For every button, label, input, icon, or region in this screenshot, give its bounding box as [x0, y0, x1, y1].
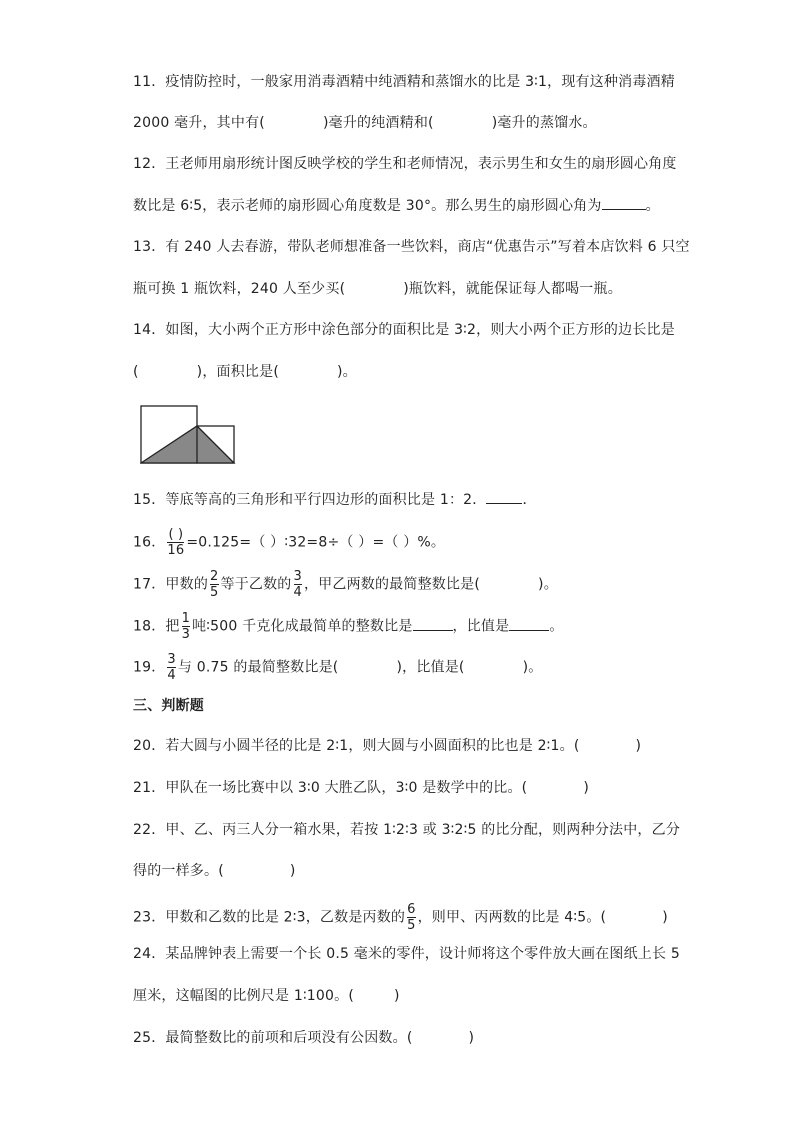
q15-text-b: ．: [522, 492, 537, 508]
q24-line1: 24．某品牌钟表上需要一个长 0.5 毫米的零件，设计师将这个零件放大画在图纸上长 5: [133, 946, 680, 962]
q18-fraction: [182, 612, 190, 641]
q13-text-b: )瓶饮料，就能保证每人都喝一瓶。: [403, 281, 622, 297]
q12-line2: [133, 196, 660, 216]
q13-text-a: 瓶可换 1 瓶饮料，240 人至少买(: [133, 281, 346, 297]
q17-f2-den: 4: [293, 585, 302, 600]
q19-fraction: [167, 653, 175, 682]
q25-text-a: 25．最简整数比的前项和后项没有公因数。(: [133, 1030, 413, 1046]
q16: [133, 528, 445, 557]
q17-fraction-1: [210, 570, 218, 599]
q19-text-d: )。: [522, 659, 543, 676]
q22-line2: [133, 861, 296, 881]
q13-line1: 13．有 240 人去春游，带队老师想准备一些饮料，商店“优惠告示”写着本店饮料 6 只空: [133, 239, 690, 255]
q21-text-b: ): [583, 780, 590, 796]
q15-answer-blank[interactable]: [486, 491, 522, 504]
q19: [133, 653, 542, 682]
q19-text-c: )，比值是(: [396, 659, 465, 676]
q11-text-b: )毫升的纯酒精和(: [322, 115, 434, 131]
q25-text-b: ): [468, 1030, 475, 1046]
q25: [133, 1028, 474, 1048]
q21-text-a: 21．甲队在一场比赛中以 3∶0 大胜乙队，3∶0 是数学中的比。(: [133, 780, 528, 796]
q20: [133, 736, 641, 756]
q17-text-a: 17．甲数的: [133, 576, 209, 593]
q19-f-den: 4: [167, 668, 176, 683]
q20-text-a: 20．若大圆与小圆半径的比是 2∶1，则大圆与小圆面积的比也是 2∶1。(: [133, 738, 580, 754]
q17-text-d: )。: [538, 576, 558, 593]
q23-f-den: 5: [407, 918, 416, 933]
q17-text-c: ，甲乙两数的最简整数比是(: [303, 576, 481, 593]
q18-text-b: 吨∶500 千克化成最简单的整数比是: [192, 618, 413, 635]
q20-text-b: ): [635, 738, 642, 754]
q18-answer-blank-2[interactable]: [509, 618, 549, 631]
q15-text-a: 15．等底等高的三角形和平行四边形的面积比是 1：2．: [133, 492, 487, 508]
q23-text-b: ，则甲、丙两数的比是 4∶5。(: [417, 909, 607, 926]
q21: [133, 778, 589, 798]
q17-f1-den: 5: [210, 585, 219, 600]
q17: [133, 570, 558, 599]
q23-fraction: [407, 903, 415, 932]
q15: [133, 490, 537, 510]
q19-text-a: 19．: [133, 659, 166, 676]
q16-fraction[interactable]: [167, 528, 184, 557]
q17-f1-num: 2: [210, 569, 219, 584]
q19-text-b: 与 0.75 的最简整数比是(: [177, 659, 339, 676]
q12-answer-blank[interactable]: [602, 197, 646, 210]
q18: [133, 612, 564, 641]
q14-line2: [133, 362, 357, 382]
q16-prefix: 16．: [133, 534, 166, 551]
q17-f2-num: 3: [293, 569, 302, 584]
q18-f-num: 1: [181, 611, 191, 626]
q14-line1: 14．如图，大小两个正方形中涂色部分的面积比是 3∶2，则大小两个正方形的边长比是: [133, 322, 675, 338]
q23: [133, 903, 668, 932]
q18-text-d: 。: [549, 618, 564, 635]
q22-line1: 22．甲、乙、丙三人分一箱水果，若按 1∶2∶3 或 3∶2∶5 的比分配，则两种分法中，乙分: [133, 822, 681, 838]
q11-text-c: )毫升的蒸馏水。: [491, 115, 597, 131]
q11-line2: [133, 113, 597, 133]
q23-text-c: ): [662, 909, 668, 926]
q14-text-c: )。: [337, 364, 357, 380]
q12-line1: 12．王老师用扇形统计图反映学校的学生和老师情况，表示男生和女生的扇形圆心角度: [133, 156, 677, 172]
q16-frac-den: 16: [167, 543, 185, 558]
q16-frac-num: ( ): [168, 527, 184, 542]
q24-line2: [133, 986, 400, 1006]
q17-fraction-2: [294, 570, 302, 599]
q24-text-b: ): [393, 988, 400, 1004]
q18-answer-blank-1[interactable]: [413, 618, 453, 631]
q18-text-a: 18．把: [133, 618, 180, 635]
q18-text-c: ，比值是: [452, 618, 510, 635]
two-squares-figure: [140, 405, 236, 467]
q24-text-a: 厘米，这幅图的比例尺是 1∶100。(: [133, 988, 354, 1004]
q18-f-den: 3: [181, 627, 191, 642]
q11-line1: 11．疫情防控时，一般家用消毒酒精中纯酒精和蒸馏水的比是 3∶1，现有这种消毒酒精: [133, 74, 675, 90]
q22-text-a: 得的一样多。(: [133, 863, 224, 879]
q14-text-b: )，面积比是(: [196, 364, 279, 380]
q22-text-b: ): [289, 863, 296, 879]
q19-f-num: 3: [167, 652, 176, 667]
q12-text-b: 。: [645, 198, 660, 214]
q17-text-b: 等于乙数的: [220, 576, 292, 593]
q12-text-a: 数比是 6∶5，表示老师的扇形圆心角度数是 30°。那么男生的扇形圆心角为: [133, 198, 602, 214]
q23-f-num: 6: [407, 902, 416, 917]
q16-rest: =0.125=（ ）∶32=8÷（ ）=（ ）%。: [186, 534, 446, 551]
q13-line2: [133, 279, 622, 299]
q14-text-a: (: [133, 364, 139, 380]
q23-text-a: 23．甲数和乙数的比是 2∶3，乙数是丙数的: [133, 909, 406, 926]
section-heading-judgement: 三、判断题: [133, 698, 204, 714]
shaded-triangle: [141, 426, 234, 463]
q11-text-a: 2000 毫升，其中有(: [133, 115, 265, 131]
